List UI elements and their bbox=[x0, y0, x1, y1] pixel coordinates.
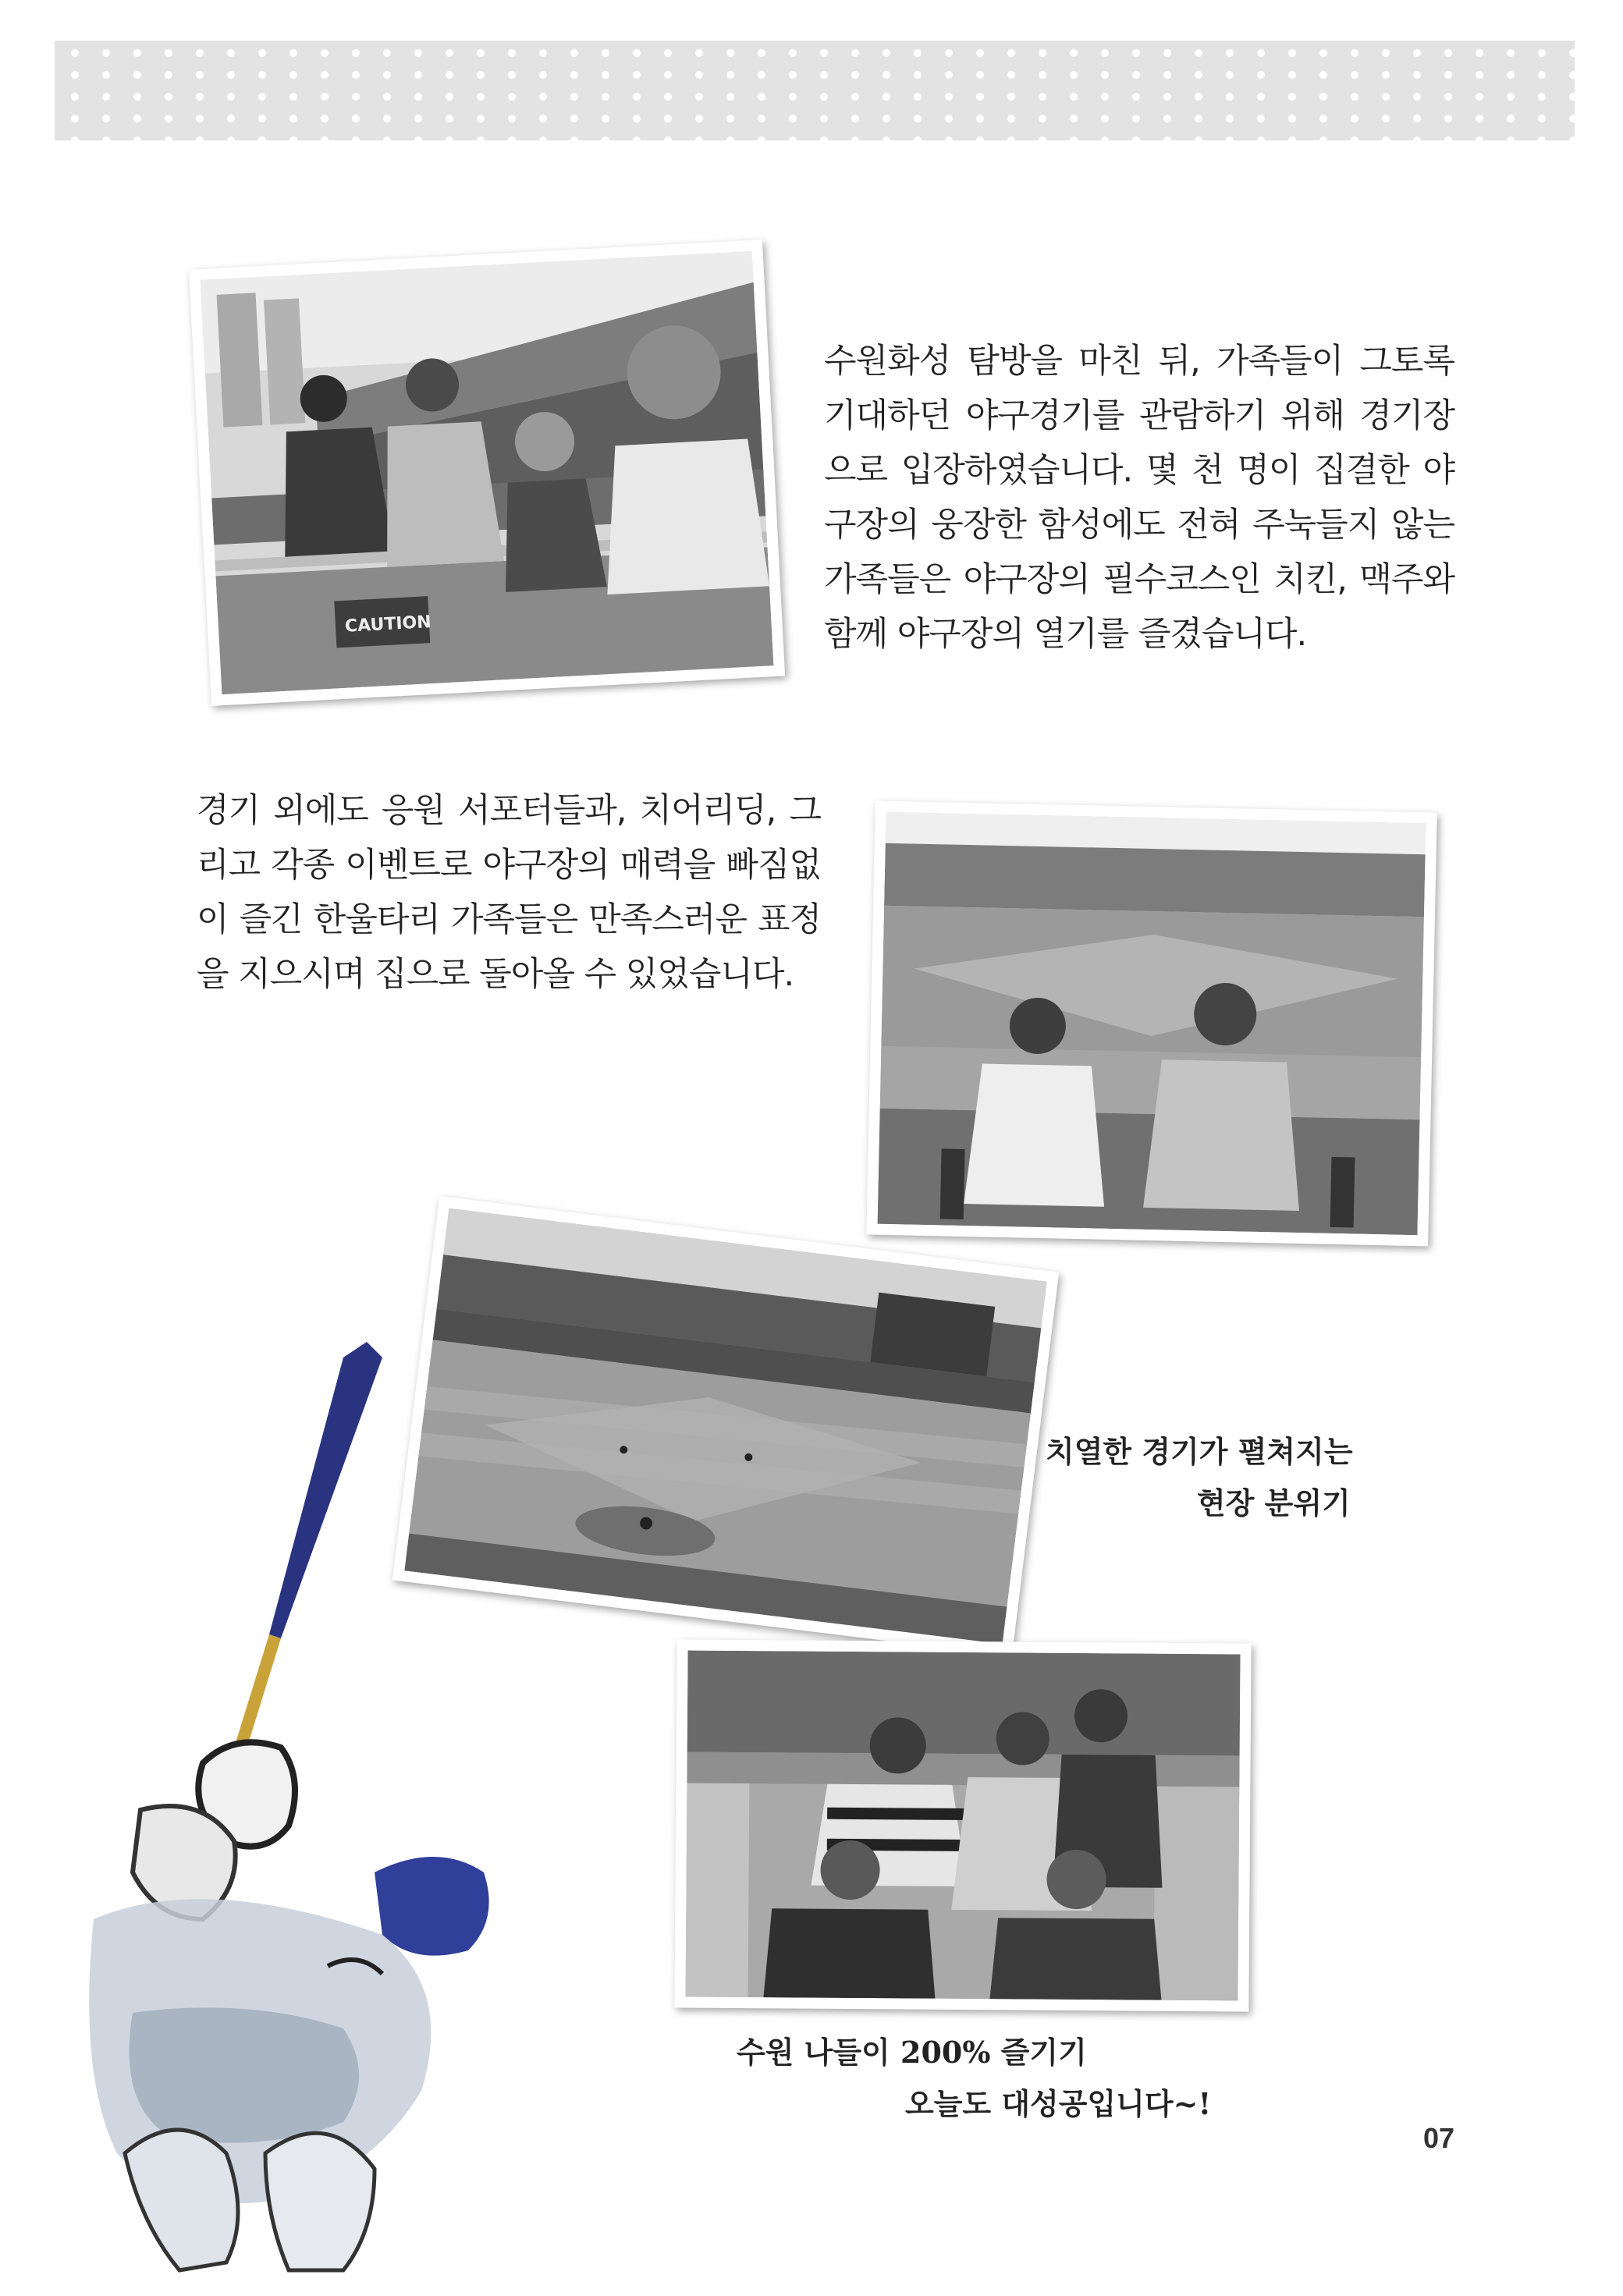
dotted-header-band bbox=[55, 41, 1575, 140]
caption-game-line1: 치열한 경기가 펼쳐지는 bbox=[1046, 1434, 1353, 1469]
photo-family-at-railing bbox=[189, 240, 785, 706]
caption-game-line2: 현장 분위기 bbox=[1197, 1485, 1351, 1521]
caution-sign: CAUTION bbox=[344, 612, 432, 637]
helmet bbox=[375, 1857, 489, 1956]
batter-illustration bbox=[47, 1326, 531, 2278]
photo-group-in-stands bbox=[674, 1639, 1251, 2011]
photo-two-men-in-stands bbox=[866, 801, 1437, 1247]
caption-group-line1: 수원 나들이 200% 즐기기 bbox=[737, 2035, 1087, 2070]
caption-group-line2: 오늘도 대성공입니다~! bbox=[905, 2086, 1212, 2121]
paragraph-events: 경기 외에도 응원 서포터들과, 치어리딩, 그리고 각종 이벤트로 야구장의 매력을 빠짐없이 즐긴 한울타리 가족들은 만족스러운 표정을 지으시며 집으로 돌아올 수 있었습니다. bbox=[197, 791, 821, 994]
batter-figure bbox=[89, 1742, 488, 2270]
page-number: 07 bbox=[1423, 2122, 1455, 2154]
baseball-bat-icon bbox=[234, 1342, 382, 1751]
paragraph-stadium-entry: 수원화성 탐방을 마친 뒤, 가족들이 그토록 기대하던 야구경기를 관람하기 위해 경기장으로 입장하였습니다. 몇 천 명이 집결한 야구장의 웅장한 함성에도 전혀 주눅들지 않는 가족들은 야구장의 필수코스인 치킨, 맥주와 함께 야구장의 열기를 즐겼습니다. bbox=[824, 342, 1454, 654]
